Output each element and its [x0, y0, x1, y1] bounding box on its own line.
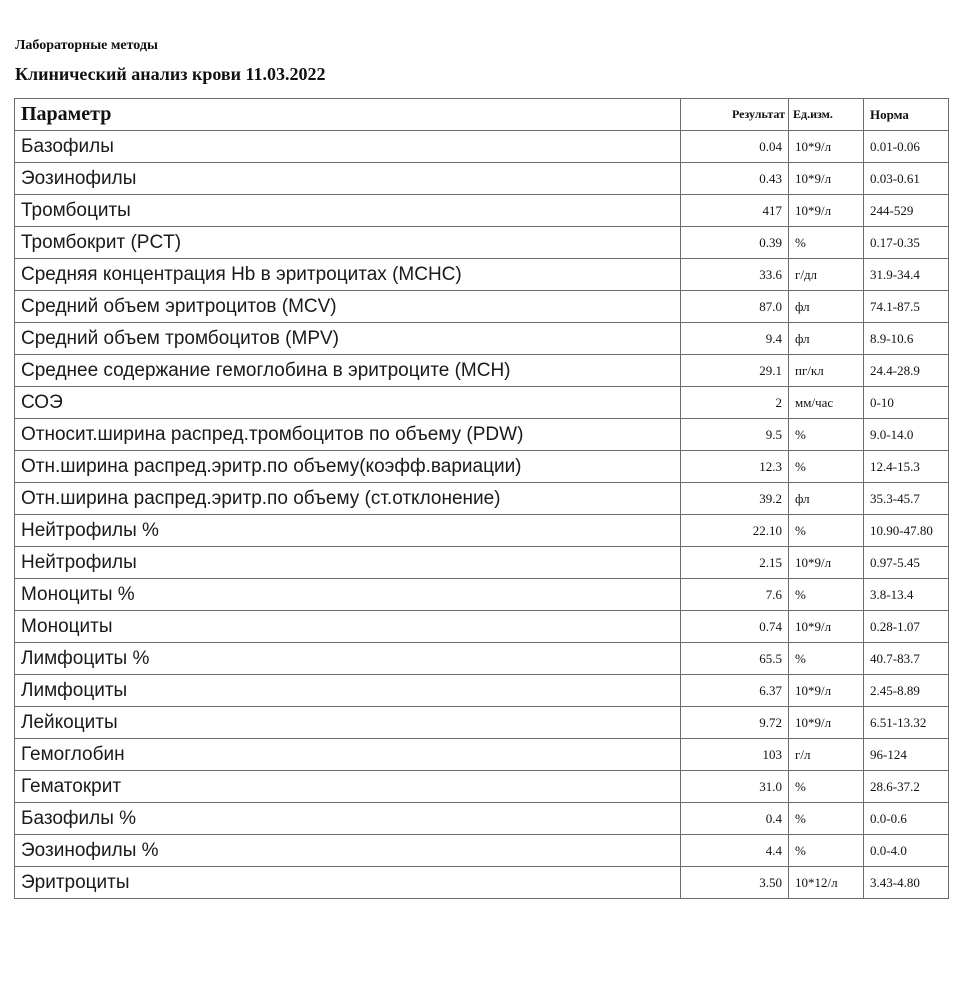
section-label: Лабораторные методы: [15, 38, 158, 53]
cell-result: 0.39: [681, 227, 789, 259]
cell-parameter: Средняя концентрация Hb в эритроцитах (MCHC): [15, 259, 681, 291]
cell-parameter: Средний объем тромбоцитов (MPV): [15, 323, 681, 355]
cell-result: 2.15: [681, 547, 789, 579]
cell-norm: 9.0-14.0: [864, 419, 949, 451]
cell-unit: %: [789, 643, 864, 675]
results-table: [14, 98, 949, 899]
cell-parameter: Гематокрит: [15, 771, 681, 803]
table-row: [15, 771, 949, 803]
cell-norm: 0.17-0.35: [864, 227, 949, 259]
table-row: [15, 483, 949, 515]
table-row: [15, 387, 949, 419]
cell-norm: 0.28-1.07: [864, 611, 949, 643]
cell-norm: 0-10: [864, 387, 949, 419]
cell-norm: 2.45-8.89: [864, 675, 949, 707]
cell-result: 9.72: [681, 707, 789, 739]
table-row: [15, 803, 949, 835]
cell-norm: 28.6-37.2: [864, 771, 949, 803]
cell-parameter: Относит.ширина распред.тромбоцитов по объему (PDW): [15, 419, 681, 451]
table-row: [15, 195, 949, 227]
table-row: [15, 227, 949, 259]
cell-unit: мм/час: [789, 387, 864, 419]
table-row: [15, 675, 949, 707]
cell-unit: 10*9/л: [789, 707, 864, 739]
cell-result: 87.0: [681, 291, 789, 323]
cell-norm: 96-124: [864, 739, 949, 771]
cell-parameter: Нейтрофилы %: [15, 515, 681, 547]
table-row: [15, 323, 949, 355]
cell-norm: 0.01-0.06: [864, 131, 949, 163]
cell-parameter: Отн.ширина распред.эритр.по объему(коэфф.вариации): [15, 451, 681, 483]
cell-unit: г/дл: [789, 259, 864, 291]
cell-result: 29.1: [681, 355, 789, 387]
cell-result: 0.04: [681, 131, 789, 163]
cell-result: 65.5: [681, 643, 789, 675]
cell-result: 12.3: [681, 451, 789, 483]
cell-parameter: Среднее содержание гемоглобина в эритроците (MCH): [15, 355, 681, 387]
cell-unit: 10*12/л: [789, 867, 864, 899]
table-row: [15, 291, 949, 323]
cell-result: 9.4: [681, 323, 789, 355]
cell-result: 39.2: [681, 483, 789, 515]
cell-unit: 10*9/л: [789, 611, 864, 643]
cell-result: 0.4: [681, 803, 789, 835]
report-title: Клинический анализ крови 11.03.2022: [15, 64, 326, 84]
cell-unit: %: [789, 515, 864, 547]
cell-norm: 74.1-87.5: [864, 291, 949, 323]
table-row: [15, 739, 949, 771]
header-result: Результат: [681, 99, 789, 131]
cell-unit: %: [789, 419, 864, 451]
table-row: [15, 355, 949, 387]
cell-parameter: Отн.ширина распред.эритр.по объему (ст.отклонение): [15, 483, 681, 515]
cell-unit: фл: [789, 323, 864, 355]
cell-norm: 24.4-28.9: [864, 355, 949, 387]
cell-unit: %: [789, 227, 864, 259]
cell-parameter: Лейкоциты: [15, 707, 681, 739]
cell-result: 2: [681, 387, 789, 419]
table-row: [15, 579, 949, 611]
cell-parameter: СОЭ: [15, 387, 681, 419]
cell-norm: 31.9-34.4: [864, 259, 949, 291]
table-row: [15, 867, 949, 899]
cell-norm: 3.8-13.4: [864, 579, 949, 611]
table-row: [15, 259, 949, 291]
cell-unit: 10*9/л: [789, 675, 864, 707]
cell-unit: %: [789, 803, 864, 835]
cell-result: 6.37: [681, 675, 789, 707]
header-parameter: Параметр: [15, 99, 681, 131]
cell-unit: фл: [789, 483, 864, 515]
table-row: [15, 643, 949, 675]
cell-parameter: Базофилы: [15, 131, 681, 163]
cell-norm: 0.0-4.0: [864, 835, 949, 867]
table-row: [15, 515, 949, 547]
cell-norm: 3.43-4.80: [864, 867, 949, 899]
table-row: [15, 451, 949, 483]
cell-norm: 12.4-15.3: [864, 451, 949, 483]
cell-parameter: Тромбоциты: [15, 195, 681, 227]
cell-parameter: Эозинофилы %: [15, 835, 681, 867]
cell-unit: %: [789, 579, 864, 611]
cell-result: 3.50: [681, 867, 789, 899]
cell-result: 417: [681, 195, 789, 227]
cell-parameter: Моноциты: [15, 611, 681, 643]
cell-parameter: Эозинофилы: [15, 163, 681, 195]
cell-unit: 10*9/л: [789, 131, 864, 163]
table-row: [15, 419, 949, 451]
header-unit: Ед.изм.: [789, 99, 864, 131]
table-row: [15, 611, 949, 643]
cell-norm: 10.90-47.80: [864, 515, 949, 547]
cell-norm: 244-529: [864, 195, 949, 227]
cell-unit: %: [789, 771, 864, 803]
cell-result: 0.43: [681, 163, 789, 195]
cell-norm: 0.03-0.61: [864, 163, 949, 195]
cell-result: 9.5: [681, 419, 789, 451]
cell-unit: 10*9/л: [789, 163, 864, 195]
cell-norm: 6.51-13.32: [864, 707, 949, 739]
cell-unit: пг/кл: [789, 355, 864, 387]
cell-unit: 10*9/л: [789, 195, 864, 227]
table-header-row: [15, 99, 949, 131]
cell-parameter: Моноциты %: [15, 579, 681, 611]
cell-unit: %: [789, 451, 864, 483]
cell-result: 33.6: [681, 259, 789, 291]
cell-norm: 40.7-83.7: [864, 643, 949, 675]
table-row: [15, 131, 949, 163]
cell-unit: 10*9/л: [789, 547, 864, 579]
cell-unit: фл: [789, 291, 864, 323]
cell-parameter: Тромбокрит (PCT): [15, 227, 681, 259]
cell-parameter: Гемоглобин: [15, 739, 681, 771]
table-row: [15, 707, 949, 739]
table-row: [15, 547, 949, 579]
cell-norm: 8.9-10.6: [864, 323, 949, 355]
header-norm: Норма: [864, 99, 949, 131]
cell-unit: %: [789, 835, 864, 867]
cell-parameter: Средний объем эритроцитов (MCV): [15, 291, 681, 323]
cell-result: 4.4: [681, 835, 789, 867]
cell-parameter: Базофилы %: [15, 803, 681, 835]
cell-parameter: Лимфоциты %: [15, 643, 681, 675]
cell-norm: 0.97-5.45: [864, 547, 949, 579]
cell-norm: 0.0-0.6: [864, 803, 949, 835]
cell-norm: 35.3-45.7: [864, 483, 949, 515]
cell-parameter: Лимфоциты: [15, 675, 681, 707]
cell-result: 103: [681, 739, 789, 771]
cell-parameter: Нейтрофилы: [15, 547, 681, 579]
cell-parameter: Эритроциты: [15, 867, 681, 899]
table-row: [15, 163, 949, 195]
table-row: [15, 835, 949, 867]
cell-result: 0.74: [681, 611, 789, 643]
cell-result: 22.10: [681, 515, 789, 547]
cell-unit: г/л: [789, 739, 864, 771]
cell-result: 31.0: [681, 771, 789, 803]
cell-result: 7.6: [681, 579, 789, 611]
